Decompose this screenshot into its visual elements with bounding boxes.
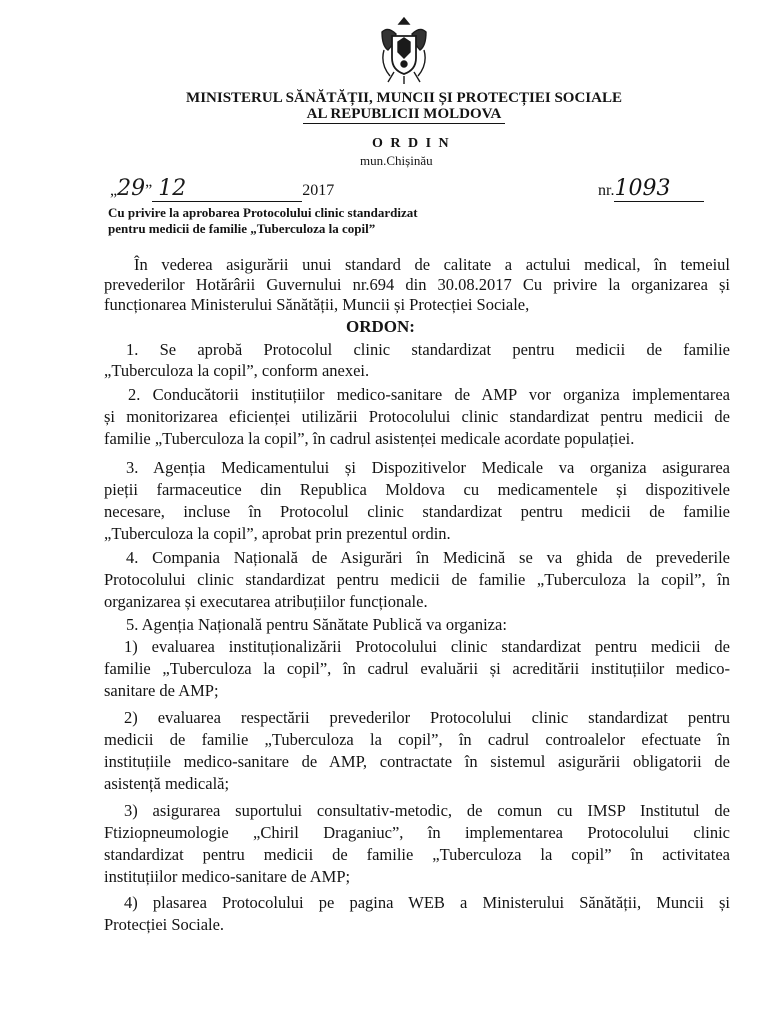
item-line: standardizat pentru medicii de familie „Tuberculoza la copil” în activitatea [104,845,730,864]
item-line: familie „Tuberculoza la copil”, în cadrul evaluării și acreditării instituțiilor medico- [104,659,730,678]
item-line: organizarea și executarea atribuțiilor funcționale. [104,592,428,611]
date-month: 12 [158,176,187,201]
intro-line: În vederea asigurării unui standard de calitate a actului medical, în temeiul [134,255,730,274]
intro-line: prevederilor Hotărârii Guvernului nr.694 din 30.08.2017 Cu privire la organizarea și [104,275,730,294]
subject-line: Cu privire la aprobarea Protocolului clinic standardizat [108,205,418,220]
item-line: 1. Se aprobă Protocolul clinic standardizat pentru medicii de familie [126,340,730,359]
document-type: O R D I N [372,136,451,151]
item-line: familie „Tuberculoza la copil”, în cadrul asistenței medicale acordate populației. [104,429,635,448]
item-line: necesare, incluse în Protocolul clinic standardizat pentru medicii de familie [104,502,730,521]
item-line: medicii de familie „Tuberculoza la copil”, în cadrul controalelor efectuate în [104,730,730,749]
item-line: „Tuberculoza la copil”, conform anexei. [104,361,370,380]
city: mun.Chișinău [360,153,433,168]
item-line: 1) evaluarea instituționalizării Protocolului clinic standardizat pentru medicii de [124,637,730,656]
item-line: instituțiilor medico-sanitare de AMP; [104,867,351,886]
date-year: 2017 [302,182,335,199]
item-line: asistență medicală; [104,774,230,793]
coat-of-arms-icon [372,12,436,88]
item-line: 3. Agenția Medicamentului și Dispozitivelor Medicale va organiza asigurarea [126,458,730,477]
ordon-heading: ORDON: [346,317,415,336]
item-line: 5. Agenția Națională pentru Sănătate Publică va organiza: [126,615,507,634]
order-number: nr.1093 [598,176,704,201]
item-line: Protecției Sociale. [104,915,225,934]
item-line: instituțiile medico-sanitare de AMP, contractate în sistemul asigurării obligatorii de [104,752,730,771]
item-line: 2) evaluarea respectării prevederilor Protocolului clinic standardizat pentru [124,708,730,727]
intro-line: funcționarea Ministerului Sănătății, Muncii și Protecției Sociale, [104,295,530,314]
subject-line: pentru medicii de familie „Tuberculoza la copil” [108,221,376,236]
item-line: 2. Conducătorii instituțiilor medico-sanitare de AMP vor organiza implementarea [128,385,730,404]
item-line: 3) asigurarea suportului consultativ-metodic, de comun cu IMSP Institutul de [124,801,730,820]
ministry-name: MINISTERUL SĂNĂTĂȚII, MUNCII ȘI PROTECȚIEI SOCIALE [186,90,622,106]
item-line: pieții farmaceutice din Republica Moldova cu medicamentele și dispozitivele [104,480,730,499]
ministry-country: AL REPUBLICII MOLDOVA [20,106,768,123]
item-line: „Tuberculoza la copil”, aprobat prin prezentul ordin. [104,524,451,543]
item-line: 4) plasarea Protocolului pe pagina WEB a Ministerului Sănătății, Muncii și [124,893,730,912]
item-line: Ftiziopneumologie „Chiril Draganiuc”, în implementarea Protocolului clinic [104,823,730,842]
item-line: 4. Compania Națională de Asigurări în Medicină se va ghida de prevederile [126,548,730,567]
item-line: sanitare de AMP; [104,681,219,700]
item-line: și monitorizarea eficienței utilizării Protocolului clinic standardizat pentru medicii de [104,407,730,426]
date-day: 29 [117,176,146,201]
order-date: „29” 12 2017 [110,176,335,201]
item-line: Protocolului clinic standardizat pentru medicii de familie „Tuberculoza la copil”, în [104,570,730,589]
